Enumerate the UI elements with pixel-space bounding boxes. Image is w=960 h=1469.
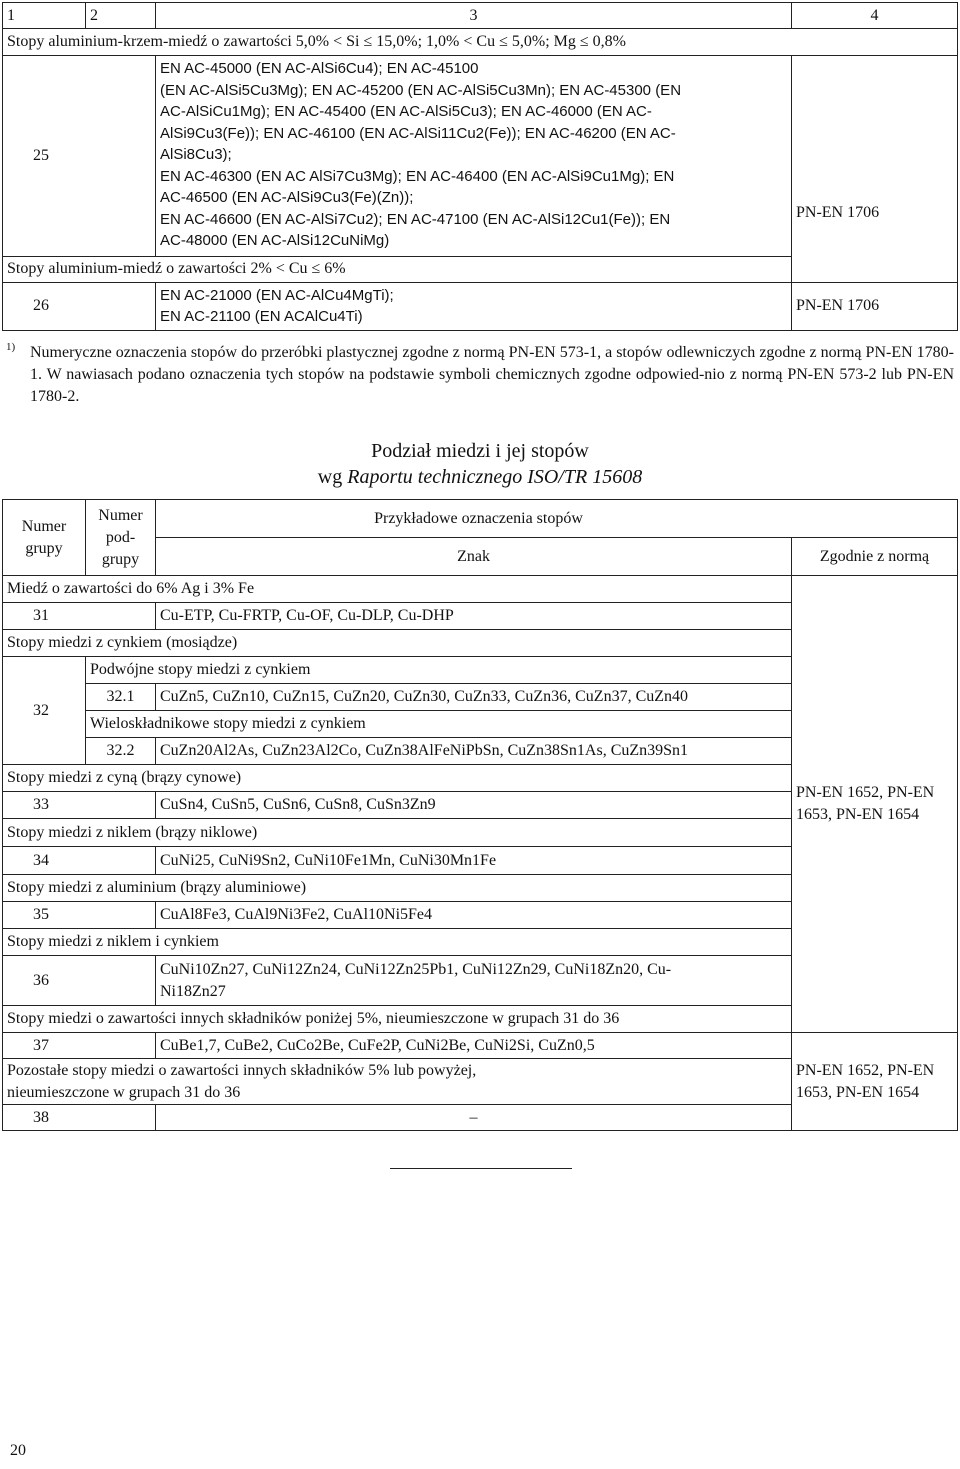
designation-line: AlSi8Cu3);	[160, 146, 232, 163]
designation-line: AlSi9Cu3(Fe)); EN AC-46100 (EN AC-AlSi11Cu2(Fe)); EN AC-46200 (EN AC-	[160, 124, 676, 142]
designation-line: EN AC-46600 (EN AC-AlSi7Cu2); EN AC-47100 (EN AC-AlSi12Cu1(Fe)); EN	[160, 210, 671, 228]
norm-cell: PN-EN 1652, PN-EN 1653, PN-EN 1654	[792, 1033, 958, 1131]
designation-line: EN AC-21000 (EN AC-AlCu4MgTi);	[160, 286, 394, 304]
alloy-sign: CuBe1,7, CuBe2, CuCo2Be, CuFe2P, CuNi2Be, CuNi2Si, CuZn0,5	[156, 1033, 792, 1059]
section-heading: Stopy miedzi z cynkiem (mosiądze)	[3, 630, 792, 657]
col-header-3: 3	[156, 3, 792, 29]
group-number: 34	[3, 847, 156, 875]
end-rule	[390, 1168, 572, 1169]
alloy-designations	[156, 56, 792, 257]
col-header-2: 2	[86, 3, 156, 29]
group-number: 32	[3, 657, 86, 765]
designation-line: EN AC-45000 (EN AC-AlSi6Cu4); EN AC-45100	[160, 60, 479, 77]
table-row	[3, 56, 958, 257]
subgroup-heading: Podwójne stopy miedzi z cynkiem	[86, 657, 792, 684]
section-heading: Miedź o zawartości do 6% Ag i 3% Fe	[3, 576, 792, 603]
group-number: 33	[3, 792, 156, 819]
group-number: 35	[3, 902, 156, 929]
designation-line: AC-46500 (EN AC-AlSi9Cu3(Fe)(Zn));	[160, 189, 414, 206]
header-text: grupy	[101, 550, 140, 568]
norm-cell: PN-EN 1706	[792, 282, 958, 330]
footnote-text: Numeryczne oznaczenia stopów do przeróbki plastycznej zgodne z normą PN-EN 573-1, a stopów odlewniczych zgodne z normą PN-EN 1780-1. W nawiasach podano oznaczenia tych stopów na podstawie symboli chemicznych zgodne odpowied-nio z normą PN-EN 573-2 lub PN-EN 1780-2.	[30, 344, 954, 405]
sign-line: CuNi10Zn27, CuNi12Zn24, CuNi12Zn25Pb1, CuNi12Zn29, CuNi18Zn20, Cu-	[160, 960, 672, 978]
subgroup-number: 32.1	[86, 684, 156, 711]
alloy-sign	[156, 956, 792, 1006]
table-row	[3, 1033, 958, 1059]
table-header-row	[3, 3, 958, 29]
section-heading: Stopy miedzi o zawartości innych składników poniżej 5%, nieumieszczone w grupach 31 do 36	[3, 1006, 792, 1033]
page-number: 20	[10, 1442, 26, 1459]
section-heading: Stopy aluminium-miedź o zawartości 2% < Cu ≤ 6%	[3, 256, 792, 282]
norm-cell: PN-EN 1706	[792, 56, 958, 283]
col-header-4: 4	[792, 3, 958, 29]
section-heading	[3, 1059, 792, 1105]
group-number: 25	[3, 56, 156, 257]
designation-line: EN AC-46300 (EN AC AlSi7Cu3Mg); EN AC-46400 (EN AC-AlSi9Cu1Mg); EN	[160, 167, 675, 185]
designation-line: (EN AC-AlSi5Cu3Mg); EN AC-45200 (EN AC-AlSi5Cu3Mn); EN AC-45300 (EN	[160, 81, 682, 99]
footnote	[6, 342, 954, 408]
designation-line: AC-48000 (EN AC-AlSi12CuNiMg)	[160, 232, 390, 249]
section-heading-line: Pozostałe stopy miedzi o zawartości innych składników 5% lub powyżej,	[7, 1061, 477, 1079]
group-number: 37	[3, 1033, 156, 1059]
subtitle-italic: Raportu technicznego ISO/TR 15608	[347, 466, 643, 488]
alloy-sign: –	[156, 1105, 792, 1131]
alloy-sign: CuZn5, CuZn10, CuZn15, CuZn20, CuZn30, CuZn33, CuZn36, CuZn37, CuZn40	[156, 684, 792, 711]
designation-line: AC-AlSiCu1Mg); EN AC-45400 (EN AC-AlSi5Cu3); EN AC-46000 (EN AC-	[160, 103, 652, 120]
table-row	[3, 282, 958, 330]
section-heading: Stopy aluminium-krzem-miedź o zawartości 5,0% < Si ≤ 15,0%; 1,0% < Cu ≤ 5,0%; Mg ≤ 0,8%	[3, 29, 958, 56]
section-heading: Stopy miedzi z niklem (brązy niklowe)	[3, 819, 792, 847]
alloy-sign: CuZn20Al2As, CuZn23Al2Co, CuZn38AlFeNiPbSn, CuZn38Sn1As, CuZn39Sn1	[156, 738, 792, 765]
header-text: pod-	[105, 528, 136, 546]
subgroup-number: 32.2	[86, 738, 156, 765]
section-heading-line: nieumieszczone w grupach 31 do 36	[7, 1083, 241, 1101]
section-subtitle	[0, 466, 960, 489]
header-text: Numer grupy	[21, 517, 67, 557]
alloy-designations	[156, 282, 792, 330]
sign-line: Ni18Zn27	[160, 982, 226, 1000]
group-number: 26	[3, 282, 156, 330]
section-heading: Stopy miedzi z niklem i cynkiem	[3, 929, 792, 956]
section-title: Podział miedzi i jej stopów	[371, 440, 589, 462]
alloy-sign: CuSn4, CuSn5, CuSn6, CuSn8, CuSn3Zn9	[156, 792, 792, 819]
header-sign: Znak	[156, 538, 792, 576]
aluminium-alloys-table	[2, 2, 958, 331]
designation-line: EN AC-21100 (EN ACAlCu4Ti)	[160, 308, 363, 325]
group-number: 31	[3, 603, 156, 630]
section-heading: Stopy miedzi z aluminium (brązy aluminiowe)	[3, 875, 792, 902]
header-subgroup-number	[86, 500, 156, 576]
alloy-sign: CuNi25, CuNi9Sn2, CuNi10Fe1Mn, CuNi30Mn1Fe	[156, 847, 792, 875]
col-header-1: 1	[3, 3, 86, 29]
section-heading: Stopy miedzi z cyną (brązy cynowe)	[3, 765, 792, 792]
footnote-mark: 1)	[6, 341, 16, 353]
header-norm: Zgodnie z normą	[792, 538, 958, 576]
header-group-number	[3, 500, 86, 576]
subgroup-heading: Wieloskładnikowe stopy miedzi z cynkiem	[86, 711, 792, 738]
alloy-sign: Cu-ETP, Cu-FRTP, Cu-OF, Cu-DLP, Cu-DHP	[156, 603, 792, 630]
header-examples: Przykładowe oznaczenia stopów	[156, 500, 958, 538]
group-number: 38	[3, 1105, 156, 1131]
header-text: Numer	[98, 506, 143, 524]
subtitle-prefix: wg	[317, 466, 348, 488]
copper-alloys-table	[2, 499, 958, 1131]
group-number: 36	[3, 956, 156, 1006]
alloy-sign: CuAl8Fe3, CuAl9Ni3Fe2, CuAl10Ni5Fe4	[156, 902, 792, 929]
norm-cell: PN-EN 1652, PN-EN 1653, PN-EN 1654	[792, 576, 958, 1033]
